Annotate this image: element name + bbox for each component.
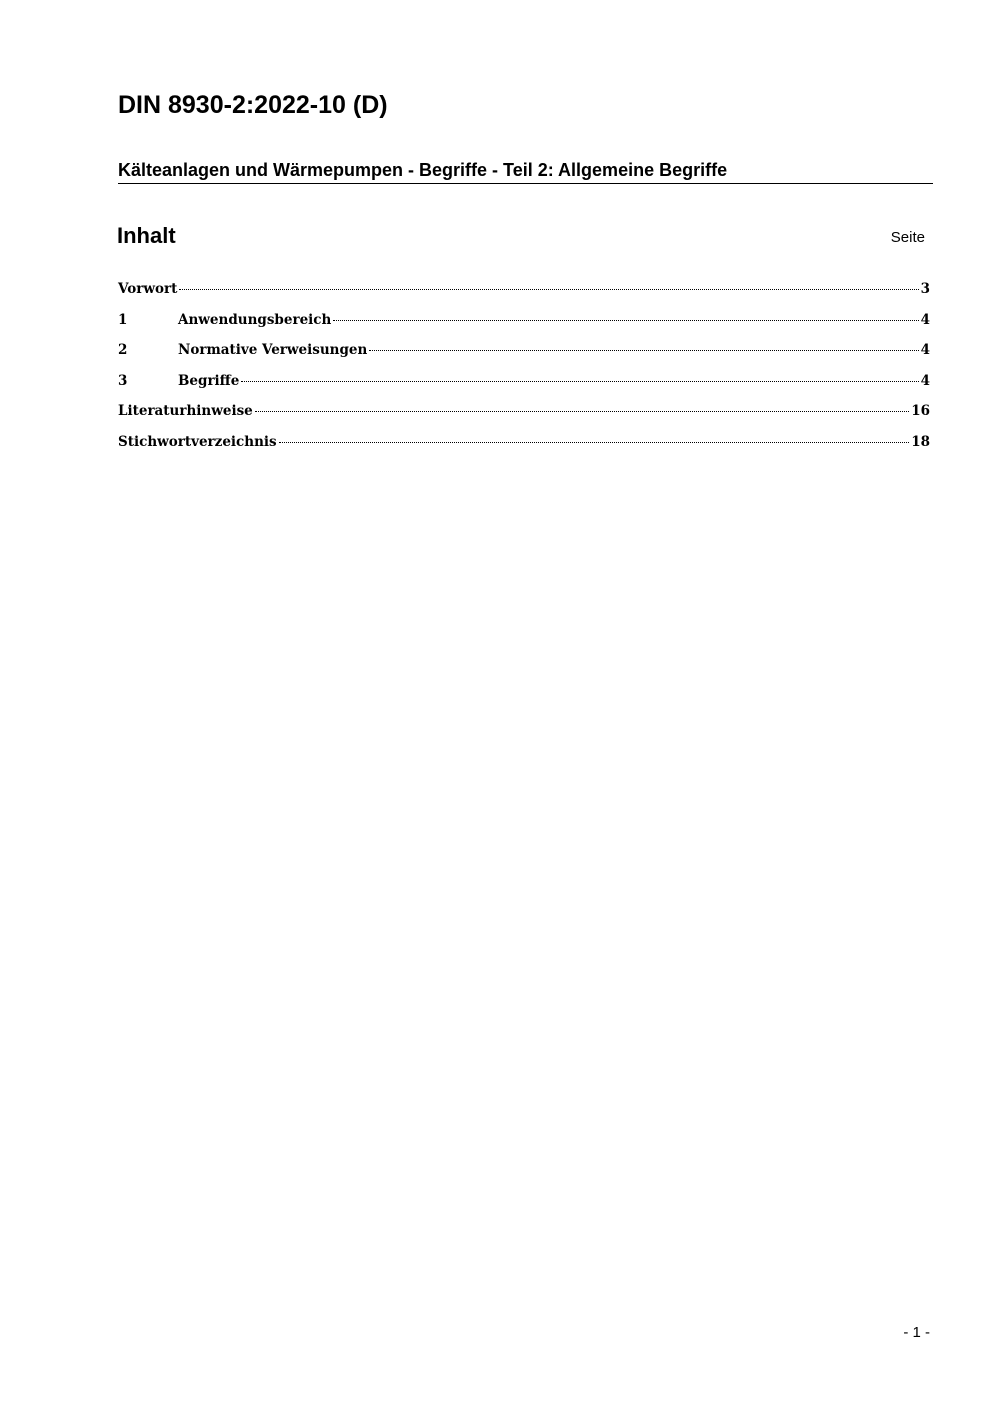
toc-heading: Inhalt [117, 223, 176, 248]
toc-entry-begriffe[interactable] [118, 371, 930, 402]
toc-entry-label: Normative Verweisungen [178, 342, 368, 358]
toc-dot-leader [369, 350, 918, 351]
document-title: Kälteanlagen und Wärmepumpen - Begriffe - Teil 2: Allgemeine Begriffe [118, 158, 933, 184]
toc-entry-label: Begriffe [178, 372, 240, 389]
toc-dot-leader [179, 289, 918, 290]
table-of-contents [118, 279, 930, 462]
toc-entry-page: 16 [911, 403, 930, 419]
toc-entry-label: Stichwortverzeichnis [118, 433, 277, 450]
toc-entry-anwendungsbereich[interactable] [118, 310, 930, 341]
toc-entry-vorwort[interactable] [118, 279, 930, 310]
toc-entry-label: Vorwort [118, 281, 178, 297]
toc-page-column-label: Seite [890, 229, 925, 246]
toc-entry-number: 2 [118, 342, 128, 358]
page-number: - 1 - [903, 1324, 930, 1341]
toc-entry-page: 3 [920, 281, 930, 297]
toc-entry-page: 4 [920, 311, 930, 328]
toc-dot-leader [255, 411, 909, 412]
toc-dot-leader [241, 381, 918, 382]
toc-entry-number: 1 [118, 311, 128, 328]
toc-entry-literaturhinweise[interactable] [118, 401, 930, 432]
document-identifier: DIN 8930-2:2022-10 (D) [118, 91, 388, 119]
toc-entry-page: 18 [911, 433, 930, 450]
toc-entry-page: 4 [920, 342, 930, 358]
toc-entry-stichwortverzeichnis[interactable] [118, 432, 930, 463]
toc-entry-label: Anwendungsbereich [178, 311, 332, 328]
toc-entry-label: Literaturhinweise [118, 403, 253, 419]
toc-dot-leader [279, 442, 910, 443]
toc-entry-page: 4 [920, 372, 930, 389]
toc-entry-normative-verweisungen[interactable] [118, 340, 930, 371]
toc-entry-number: 3 [118, 372, 128, 389]
toc-dot-leader [333, 320, 918, 321]
